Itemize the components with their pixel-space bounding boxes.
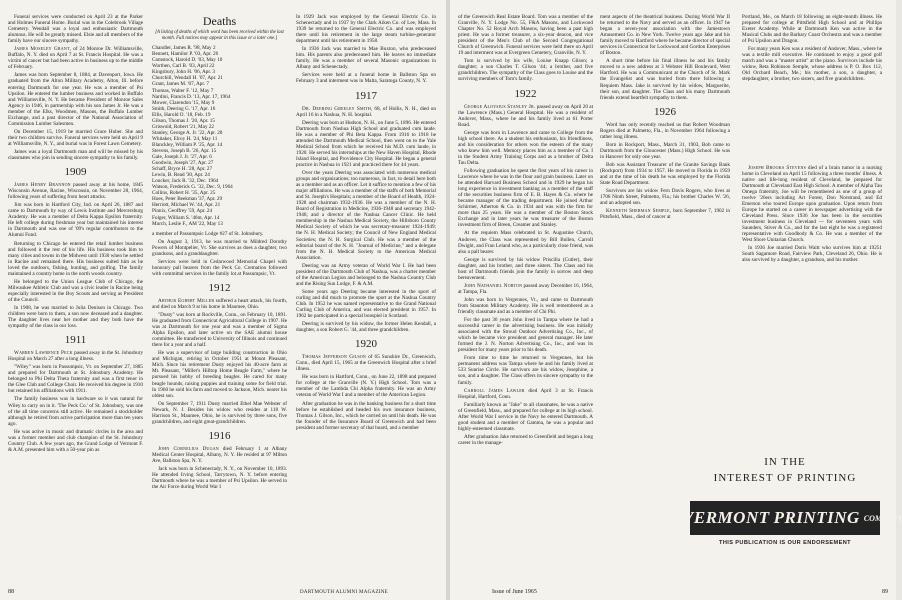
obituary-paragraph (152, 231, 287, 237)
death-entry: Chandler, James R. '98, May 2 (152, 45, 216, 52)
death-entry: Griswold, Robert '21, May 22 (152, 123, 215, 130)
paragraph-text: Tom is survived by his wife, Louise Knapp Gilson; a daughter; a son Charles T. Gilson '44; a brother, and five grandchildren. The sympathy of the Class goes to Louise and the surviving members of Tom's family. (458, 58, 593, 83)
death-entry: Ellis, Harold O. '18, Feb. 19 (152, 111, 211, 118)
paragraph-text: In 1936 Jack was married to Mae Buxton, who predeceased him. His parents also predeceased him. He leaves no immediate family. He was a member of several Masonic organizations in Albany and Schenectady. (296, 46, 436, 71)
obituary-paragraph (8, 129, 143, 147)
paragraph-text: Funeral services were conducted on April 23 at the Parker and Holmes Funeral Home. Burial was in the Colebrook Village Cemetery. Wendall was a loyal and enthusiastic Dartmouth alumnus. He will be greatly missed. Elsie and all members of the family have our sincere sympathy. (8, 14, 143, 45)
obituary-paragraph (742, 165, 882, 244)
paragraph-text: In 1908, he was married to Julia Denison in Chicago. Two children were born to them, a son now deceased and a daughter. The daughter lives near her mother and they both have the sympathy of the class in our loss. (8, 304, 143, 330)
death-entry: Goodwin, Joseph '27, Apr. 27 (152, 160, 214, 167)
obituary-paragraph (152, 401, 287, 425)
death-entry: Churchill, Wendall H. '07, Apr. 21 (152, 75, 223, 82)
death-entry: Thomas, Walter F. '12, May 7 (152, 87, 214, 94)
obituary-paragraph (600, 142, 730, 160)
deceased-name: Warren Lawrence Peck (14, 350, 73, 357)
death-entry: Gale, Joseph J. Jr. '27, Apr. 6 (152, 154, 212, 161)
class-year-heading: 1920 (355, 338, 377, 351)
vermont-printing-banner (666, 501, 902, 535)
deceased-name: Carroll James Lawler (464, 387, 525, 394)
paragraph-text: of 65 Sunshire Dr., Greenwich, Conn., died April 15, 1965 at the Greenwich Hospital after a brief illness. (296, 354, 437, 373)
deaths-note: [A listing of deaths of which word has been received within the last month. Full notices may appear in this issue or a later one.] (155, 30, 284, 41)
death-entry: Loucker, Jack R. '32, Dec. 1964 (152, 178, 219, 185)
paragraph-text: "Dusty" was born at Rockville, Conn., on February 10, 1891. He graduated from Connecticut Agricultural College in 1907. He was at Dartmouth for one year and was a member of Sigma Alpha Epsilon, and later active on the SAE alumni house committee. He transferred to University of Illinois and continued there for a year and a half. (152, 312, 287, 349)
paragraph-text: of 24 Monroe Dr. Williamsville, Buffalo, N. Y. died on April 7 at St. Francis Hospital. He was a victim of cancer but had been active in business up to the middle of February. (8, 46, 143, 71)
paragraph-text: passed away at his home, 1845 Wisconsin Avenue, Racine, Wisconsin, on November 28, 1964, following years of suffering from heart attacks. (8, 182, 143, 201)
obituary-paragraph (8, 182, 143, 200)
obituary-paragraph (296, 170, 436, 261)
obituary-paragraph (296, 374, 436, 398)
obituary-paragraph (152, 312, 287, 348)
obituary-paragraph (296, 321, 436, 333)
deceased-name: James Henry Brannon (14, 182, 71, 189)
paragraph-text: Familiarly known as "Jake" to all classmates, he was a native of Greenfield, Mass., and prepared for college at its high school. After World War I service in the Navy he entered Dartmouth. A good student and a member of Gamma, he was a popular and highly-esteemed classmate. (458, 401, 593, 432)
obituary-paragraph (8, 202, 143, 238)
right-column-1 (458, 14, 593, 580)
paragraph-text: After graduation Jake returned to Greenfield and began a long career in the manage- (458, 433, 593, 446)
obituary-paragraph (8, 350, 143, 362)
obituary-paragraph (8, 241, 143, 277)
death-entry: Murch, Leslie F., AM '22, May 13 (152, 220, 223, 227)
page-number-left: 88 (8, 589, 14, 595)
right-column-3 (742, 14, 882, 444)
deceased-name: Joseph Brooks Stevens (748, 164, 806, 171)
obituary-paragraph (458, 104, 593, 128)
paragraph-text: James was born September 8, 1884, at Davenport, Iowa. He graduated from the Alton Military Academy, Alton, Ill. before entering Dartmouth for one year. He was a member of Psi Upsilon. He entered the lumber business and worked in Buffalo and Williamsville, N. Y. He became President of Monroe Sales Agency in 1946, in partnership with his son James Jr. He was a member of the Elks, Woodmen, Masons, the Buffalo Lumber Exchange, and a past director of the National Association of Commission Lumber Salesmen. (8, 72, 143, 127)
paragraph-text: Services were held at a funeral home in Ballston Spa on February 3 and interment was in Malta, Saratoga County, N. Y. (296, 72, 436, 85)
ad-headline-line1: IN THE (764, 456, 806, 468)
paragraph-text: On September 7, 1911 Dusty married Ethel Mae Webster of Newark, N. J. Besides his widow who resides at 118 W. Harrison St., Maumee, Ohio, he is survived by three sons, five grandchildren, and eight great-grandchildren. (152, 400, 287, 425)
class-year-heading: 1911 (64, 334, 87, 347)
death-entry: Nardini, Francis D. '13, Apr. 17, 1964 (152, 93, 231, 100)
obituary-paragraph (600, 14, 730, 56)
ad-banner-the: THE (666, 515, 680, 521)
obituary-paragraph (458, 434, 593, 446)
ad-headline-line2: INTEREST OF PRINTING (713, 472, 857, 484)
paragraph-text: After graduation he was in the banking business for a short time before he established and headed his own insurance business, Thomas J. Gilson, Inc., which he carried on until his death. He was the founder of the Insurance Board of Greenwich and had been president and former secretary of that board, and a member (296, 400, 436, 431)
obituary-paragraph (8, 46, 143, 70)
obituary-paragraph (152, 239, 287, 257)
paragraph-text: Bob was Assistant Treasurer of the Granite Savings Bank (Rockport) from 1934 to 1957. He moved to Florida in 1959 and at the time of his death he was employed by the Florida State Road Department. (600, 161, 730, 187)
column-spacer (742, 85, 882, 165)
paragraph-text: John was born in Vergennes, Vt., and came to Dartmouth from Staunton Military Academy. He is well remembered as a friendly classmate and as a member of Chi Phi. (458, 296, 593, 316)
obituary-paragraph (742, 46, 882, 82)
paragraph-text: Survivors are his widow Fern Davis Rogers, who lives at 1706 Ninth Street, Palmetto, Fla.; his brother Charles W. '26, and an adopted son. (600, 188, 730, 207)
paragraph-text: At the requiem Mass celebrated in St. Augustine Church, Andover, the Class was represented by Bill Bullen, Carroll Dwight, and Fran Leland who, as a particularly close friend, was also a pall bearer. (458, 230, 593, 255)
obituary-paragraph (458, 230, 593, 254)
paragraph-text: died April 3 at St. Francis Hospital, Hartford, Conn. (458, 387, 593, 400)
obituary-paragraph (296, 354, 436, 372)
paragraph-text: Deering was an Army veteran of World War I. He had been president of the Dartmouth Club of Nashua, was a charter member of the American Legion and belonged to the Nashua Country Club and the Rising Sun Lodge, F. & A.M. (296, 262, 436, 287)
paragraph-text: In 1936 Joe married Doris Waitt who survives him at 19251 South Sagamore Road, Fairview Park, Cleveland 26, Ohio. He is also survived by a daughter, a grandson, and his mother. (742, 245, 882, 264)
obituary-paragraph (8, 72, 143, 126)
paragraph-text: of the Greenwich Real Estate Board. Tom was a member of the Granville, N. Y. Lodge No. 55, F&A Masons, and Lockwood Chapter No. 52 Royal Arch Masons, having been a past high priest. He was a former treasurer, a six-year deacon, and vice president of the Men's Club of the Second Congregational Church of Greenwich. Funeral services were held there on April 19 and interment was at Evergreen Cemetery, Granville, N. Y. (458, 14, 593, 57)
obituary-paragraph (600, 122, 730, 140)
paragraph-text: born September 7, 1902 in Pittsfield, Mass., died of cancer at (600, 208, 730, 221)
obituary-paragraph (458, 257, 593, 281)
ad-banner-printing: PRINTING (773, 508, 860, 527)
deceased-name: George Aloysius Stanley Jr. (464, 103, 536, 110)
deceased-name: Dr. Deering Greeley Smith, (302, 105, 373, 112)
paragraph-text: Born in Rockport, Mass., March 31, 1903, Bob came to Dartmouth from the Gloucester (Mass.) High School. He was in Hanover for only one year. (600, 141, 730, 160)
obituary-paragraph (152, 259, 287, 277)
deceased-name: James Moseley Grant, (14, 46, 72, 53)
obituary-paragraph (152, 466, 287, 490)
death-entry: Gilson, Thomas J. '20, Apr. 15 (152, 117, 215, 124)
left-column-1 (8, 14, 143, 580)
left-column-2 (152, 14, 287, 580)
left-page (0, 0, 446, 600)
paragraph-text: The family business was in hardware so it was natural for Wiley to carry on in it. 'The Peck Co.' of St. Johnsbury, was one of the all time concerns still active. He remained a stockholder although he retired from active participation more than ten years ago. (8, 396, 143, 427)
obituary-paragraph (600, 188, 730, 206)
paragraph-text: 68, of Hollis, N. H., died on April 16 in a Nashua, N. H. hospital. (296, 105, 436, 118)
death-entry: Hoes, Peter Beekman '37, Apr. 29 (152, 196, 223, 203)
obituary-paragraph (8, 279, 143, 303)
death-entry: Lewin, B. Read '30, Apr. 24 (152, 172, 210, 179)
paragraph-text: ment aspects of the theatrical business. During World War II he returned to the Navy and served as an officer. In 1947 he began a seven-year association with the Jamestown Amusement Co. in New York. Twelve years ago Jake and his family moved to Hartford where he became director of special services in Connecticut for Lockwood and Gordon Enterprises of Boston. (600, 14, 730, 57)
obituary-paragraph (8, 14, 143, 44)
paragraph-text: George was born in Lawrence and came to College from the high school there. As a student his enthusiasm, his friendliness, and his consideration for others won the esteem of the many who knew him well. Memory places him as a member of Co. I in the Student Army Training Corps and as a brother of Delta Tau Delta. (458, 129, 593, 166)
paragraph-text: He belonged to the Union League Club of Chicago, the Milwaukee Athletic Club and was a civic leader in Racine being especially interested in the Boy Scouts and serving as President of the Council. (8, 278, 143, 303)
paragraph-text: a member of Passumpsic Lodge #27 of St. Johnsbury. (152, 230, 264, 237)
paragraph-text: Some years ago Deering became interested in the sport of curling and did much to promote the sport at the Nashua Country Club. In 1952 he was named representative to the Grand National Curling Club of America, and was elected president in 1957. In 1962 he participated in a special bonspiel in Scotland. (296, 288, 436, 320)
issue-date-footer: Issue of June 1965 (492, 589, 537, 595)
paragraph-text: died February 1 at Albany Medical Center Hospital, Albany, N. Y. He resided at 97 Milton Ave, Ballston Spa, N. Y. (152, 445, 287, 464)
paragraph-text: A short time before his final illness he and his family moved to a new address at 3 Webster Hill Boulevard, West Hartford. He was a Communicant at the Church of St. Mark the Evangelist and was buried from there following a Requiem Mass. Jake is survived by his widow, Marguerite, their son, and daughter. The Class and his many Dartmouth friends extend heartfelt sympathy to them. (600, 58, 730, 101)
paragraph-text: Portland, Me., on March 18 following an eight-month illness. He prepared for college at Pittsfield High School and at Phillips Exeter Academy. While at Dartmouth Ken was active in the Musical Clubs and the Barbary Coast Orchestra and was a member of Psi Upsilon and Dragon. (742, 14, 882, 45)
death-entry: Mower, Clarendon '15, May 9 (152, 99, 215, 106)
obituary-paragraph (296, 72, 436, 84)
paragraph-text: passed away in the St. Johnsbury Hospital on March 27 after a long illness. (8, 350, 143, 363)
deaths-heading: Deaths (202, 14, 237, 28)
paragraph-text: Jack was born in Schenectady, N. Y., on November 10, 1893. He attended Irving School, Tarrytown, N. Y. before entering Dartmouth where he was a member of Psi Upsilon. He served in the Air Force during World War I (152, 466, 287, 491)
paragraph-text: died of a brain tumor in a nursing home in Cleveland on April 15 following a three months' illness. A native and life-long resident of Cleveland, he prepared for Dartmouth at Cleveland East High School. A member of Alpha Tau Omega fraternity, Joe will be remembered as one of a group of twelve '26ers including Art Forest, Don Norstrand, and Ed Emerson who toured Europe upon graduation. Upon return from Europe he started on a career in newspaper advertising with the Cleveland Press. Since 1936 Joe has been in the securities investment business in Cleveland — for seventeen years with Saunders, Stiver & Co., and for the last eight he was a registered representative with Goodbody & Co. He was a member of the West Shore Unitarian Church. (742, 164, 882, 244)
paragraph-text: "Wiley" was born in Passumpsic, Vt. on September 27, 1885 and prepared for Dartmouth at St. Johnsbury Academy. He belonged to Phi Delta Theta fraternity and was a first tenor in the Glee Club and College Choir. He received his degree in 1910 but retained his affiliations with 1911. (8, 364, 143, 395)
obituary-paragraph (600, 208, 730, 220)
deceased-name: Kenneth Sherman Semple, (606, 208, 672, 215)
paragraph-text: He was born in Hartford, Conn., on June 22, 1898 and prepared for college at the Granville (N. Y.) High School. Tom was a member of the Lambda Chi Alpha fraternity. He was an Army veteran of World War I and a member of the American Legion. (296, 374, 436, 399)
death-entry: Stanley, George A. Jr. '22, Apr. 20 (152, 129, 223, 136)
paragraph-text: suffered a heart attack, his fourth, and died on March 9 at his home in Maumee, Ohio. (152, 297, 288, 310)
obituary-paragraph (742, 14, 882, 44)
obituary-paragraph (296, 120, 436, 168)
death-entry: Stevens, Joseph B. '26, Apr. 15 (152, 147, 217, 154)
page-number-right: 89 (882, 589, 888, 595)
class-year-heading: 1922 (514, 87, 537, 100)
obituary-paragraph (296, 263, 436, 287)
obituary-paragraph (742, 245, 882, 263)
death-entry: Blanckley, William P. '25, Apr. 14 (152, 141, 223, 148)
death-entry: Grant, James M. '07, Apr. 7 (152, 81, 209, 88)
deceased-name: Thomas Jefferson Gilson (302, 354, 366, 361)
obituary-paragraph (152, 446, 287, 464)
paragraph-text: Over the years Deering was associated with numerous medical groups and organizations; too numerous, in fact, to detail here both as a member and as an officer. Let it suffice to mention a few of his major affiliations. He was a member of the staffs of both Memorial and St. Joseph's Hospitals; a member of the Board of Health, 1924-1928 and chairman 1932-1936. He was a member of the N. H. Board of Registration in Medicine, 1936-1948 and secretary 1942-1946; and a director of the Nashua Cancer Clinic. He held membership in the Nashua Medical Society, the Hillsboro County Medical Society of which he was secretary-treasurer 1924-1949; the N. H. Medical Society; the Council of New England Medical Societies; the N. H. Surgical Club. He was a member of the editorial board of the N. H. "Journal of Medicine," and a delegate from the N. H. Medical Society to the American Medical Association. (296, 169, 436, 261)
deceased-name: Arthur Egbert Miller (158, 297, 215, 304)
death-entry: Pinnix, Geoffrey '59, Apr. 24 (152, 208, 213, 215)
obituary-paragraph (458, 130, 593, 166)
obituary-paragraph (458, 388, 593, 400)
obituary-paragraph (458, 168, 593, 228)
right-column-2 (600, 14, 730, 294)
obituary-paragraph (8, 429, 143, 453)
obituary-paragraph (152, 298, 287, 310)
obituary-paragraph (458, 14, 593, 56)
paragraph-text: He was active in music and dramatic circles in the area and was a former member and club champion of the St. Johnsbury Country Club. A few years ago, the Grand Lodge of Vermont F. & A.M. presented him with a 50-year pin as (8, 428, 143, 453)
class-year-heading: 1912 (208, 281, 231, 294)
obituary-paragraph (458, 355, 593, 385)
death-entry: Watson, Frederick G. '32, Dec. 9, 1964 (152, 184, 233, 191)
ad-banner-vermont: VERMONT (682, 508, 770, 527)
obituary-paragraph (458, 317, 593, 353)
paragraph-text: Deering was born at Hudson, N. H., on June 5, 1896. He entered Dartmouth from Nashua High School and graduated cum laude. He was a member of Phi Beta Kappa. From 1916 to 1918 he attended the Dartmouth Medical School, then went on to the Yale Medical School from which he received his M.D. cum laude, in 1920. He served his internships at the New Haven Hospital, Rhode Island Hospital, and Providence City Hospital. He began a general practice in Nashua in 1921 and practiced there for 44 years. (296, 119, 436, 168)
paragraph-text: In 1929 Jack was employed by the General Electric Co. in Schenectady and in 1937 by the Clark Aiken Co. of Lee, Mass. In 1939 he returned to the General Electric Co. and was employed there until his retirement in the large steam turbine-generator department until his retirement in 1958. (296, 14, 436, 45)
paragraph-text: James was a loyal Dartmouth man and will be missed by his classmates who join in sending sincere sympathy to his family. (8, 148, 143, 162)
death-entry: Bennett, Hamilor P. '03, Apr. 26 (152, 51, 219, 58)
obituary-paragraph (152, 350, 287, 398)
left-column-3 (296, 14, 436, 580)
class-year-heading: 1917 (355, 89, 377, 102)
death-entry: Herriott, Michael W. '44, Apr. 21 (152, 202, 221, 209)
death-entry: Collins, Robert H. '35, Apr. 25 (152, 190, 216, 197)
death-entry: Schaff, Bryce H. '28, Apr. 27 (152, 166, 213, 173)
death-entry: Comstock, Harold D. '03, May 10 (152, 57, 223, 64)
obituary-paragraph (600, 162, 730, 186)
paragraph-text: From time to time he returned to Vergennes, but his permanent address was Tampa where he and his family lived at 533 Sunrise Circle. He survivors are his widow, Josephine, a son, and a daughter. The Class offers its sincere sympathy to the family. (458, 355, 593, 386)
obituary-paragraph (8, 149, 143, 161)
deceased-name: John Cornelius Dugan (158, 445, 219, 452)
paragraph-text: Word has only recently reached us that Robert Woodman Rogers died at Palmetto, Fla., in November 1964 following a rather long illness. (600, 121, 730, 140)
obituary-paragraph (296, 289, 436, 319)
obituary-paragraph (458, 283, 593, 295)
obituary-paragraph (296, 46, 436, 70)
paragraph-text: For the past 36 years John lived in Tampa where he had a successful career in the advertising business. He was initially associated with the Stroud Outdoor Advertising Co., Inc., of which he became vice president and general manager. He later formed the J. N. Norton Advertising Co., Inc., and was its president for many years prior to his death. (458, 317, 593, 354)
obituary-paragraph (600, 58, 730, 100)
paragraph-text: Deering is survived by his widow, the former Helen Kendall, a daughter, a son Robert G. '44, and three grandchildren. (296, 321, 436, 334)
death-entry: Smith, Deering G. '17, Apr. 16 (152, 105, 216, 112)
paragraph-text: Returning to Chicago he entered the retail lumber business and followed it the rest of his life. His business took him to many cities and towns in the Midwest until 1930 when he settled in Racine and remained there. His business suited him as he loved the outdoors, fishing, hunting, and golfing. The family maintained a country home in the north woods country. (8, 240, 143, 277)
obituary-paragraph (296, 14, 436, 44)
death-entry: Folger, William S. '46m, Apr. 14 (152, 214, 220, 221)
paragraph-text: passed away on April 20 at the Lawrence (Mass.) General Hospital. He was a resident of Andover, Mass., where he and his family lived at 61 Porter Road. (458, 103, 594, 128)
deceased-name: John Nathaniel Norton (464, 282, 523, 289)
paragraph-text: For many years Ken was a resident of Andover, Mass., where he was a textile mill executive. He continued to enjoy a good golf match and was a "master artist" at the piano. Survivors include his widow, Reta Robinson Semple, whose address is P. O. Box 112, Old Orchard Beach, Me.; his mother, a son, a daughter, a stepdaughter, a brother, two sisters, and five grandchildren. (742, 46, 882, 83)
paragraph-text: George is survived by his widow Priscilla (Cutler), their daughter, and his brother, and three sisters. The Class and his host of Dartmouth friends join the family in sorrow and deep bereavement. (458, 256, 593, 281)
obituary-paragraph (458, 402, 593, 432)
magazine-footer: DARTMOUTH ALUMNI MAGAZINE (300, 590, 389, 595)
paragraph-text: He was a supervisor of large building construction in Ohio and Michigan, retiring in October 1951 at Mount Pleasant, Mich. Since his retirement Dusty enjoyed his 40-acre farm at Mt. Pleasant, "Miller's Hilltop Home Beagle Farm," where he pursued his hobby of breeding beagles. He cared for many beagle hounds, raising puppies and training some for field trial. In 1960 he sold his farm and moved to Jackson, Mich. nearer his oldest son. (152, 350, 287, 399)
class-year-heading: 1909 (64, 166, 87, 179)
obituary-paragraph (296, 401, 436, 431)
paragraph-text: Services were held in Cedarwood Memorial Chapel with honorary pall bearers from the Peck Co. Cremation followed with committal services in the family lot at Passumpsic, Vt. (152, 258, 287, 277)
class-year-heading: 1926 (654, 105, 676, 118)
paragraph-text: Following graduation he spent the first years of his career in Lawrence where he was in the flour and grain business. Later on he attended Harvard Business School and in 1929 he began his long experience in investment banking as a member of the staff of the securities business firm of E. B. Hayes & Co. where he became manager of the trading department. He joined Arthur Schirmer, Atherton & Co. in 1934 and was with the firm for more than 25 years. He was a member of the Boston Stock Exchange and in later years he was treasurer of the Boston investment firm of Breen, Creamer and Stanley. (458, 167, 593, 229)
class-year-heading: 1916 (208, 429, 231, 442)
ad-banner-company: COMPANY (863, 513, 902, 523)
obituary-paragraph (8, 396, 143, 426)
obituary-paragraph (458, 58, 593, 82)
paragraph-text: passed away December 16, 1964, at Tampa, Fla. (458, 282, 593, 295)
paragraph-text: On August 3, 1913, he was married to Mildred Dorothy Powers of Montpelier, Vt. She survives as does a daughter, two grandsons, and a granddaughter. (152, 238, 287, 257)
obituary-paragraph (8, 364, 143, 394)
death-entry: Worthen, Carl B. '03, April 22 (152, 63, 215, 70)
obituary-paragraph (296, 106, 436, 118)
death-entry: Kingsbury, John H. '06, Apr. 3 (152, 69, 215, 76)
paragraph-text: Jim was born in Hartford City, Ind. on April 26, 1887 and came to Dartmouth by way of Lewis Institute and Mercersburg Academy. He was a member of Delta Kappa Epsilon fraternity. He left college during freshman year but maintained his interest in Dartmouth and was one of '09's regular contributors to the Alumni Fund. (8, 202, 143, 239)
death-entry: Whitaker, Elroy H. '24, May 11 (152, 135, 218, 142)
ad-endorsement: THIS PUBLICATION IS OUR ENDORSEMENT (719, 540, 851, 546)
obituary-paragraph (458, 297, 593, 315)
obituary-paragraph (8, 305, 143, 329)
paragraph-text: On December 15, 1919 he married Grace Huber. She and their two children survive. Funeral services were held on April 9 at Williamsville, N. Y., and burial was in Forest Lawn Cemetery. (8, 128, 143, 147)
deaths-list (152, 45, 287, 226)
